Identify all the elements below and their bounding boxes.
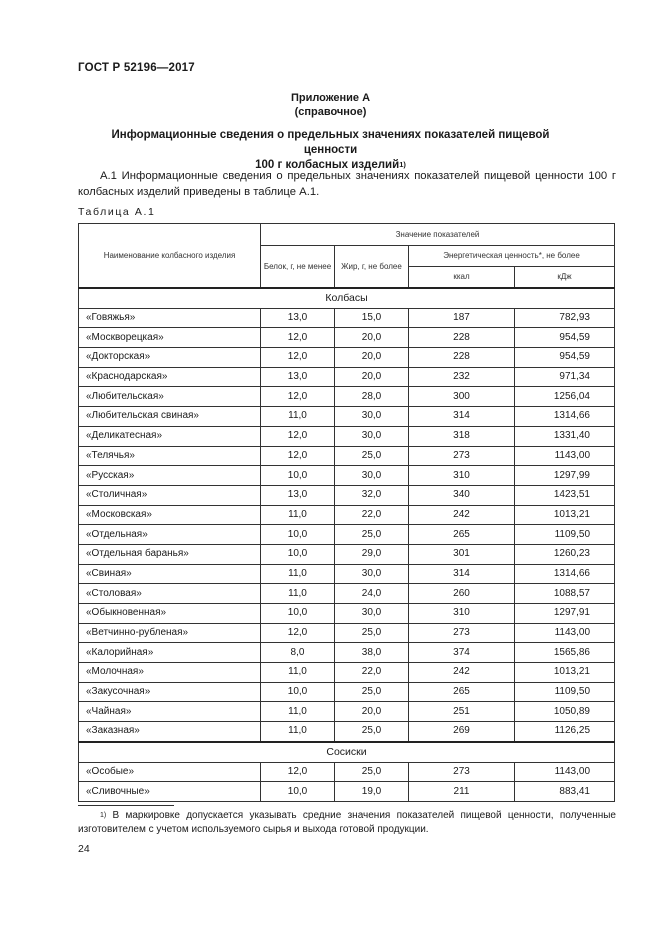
product-name-cell: «Краснодарская» [79, 367, 261, 387]
group-row [79, 742, 615, 762]
protein-cell: 13,0 [261, 367, 335, 387]
kj-cell: 1143,00 [515, 446, 615, 466]
kj-cell: 1143,00 [515, 762, 615, 782]
fat-cell: 15,0 [335, 308, 409, 328]
appendix-note: (справочное) [294, 106, 367, 118]
kj-cell: 1297,91 [515, 604, 615, 624]
document-code: ГОСТ Р 52196—2017 [78, 62, 195, 74]
kj-cell: 1143,00 [515, 623, 615, 643]
fat-cell: 29,0 [335, 544, 409, 564]
table-row [79, 682, 615, 702]
fat-cell: 25,0 [335, 682, 409, 702]
kcal-cell: 314 [409, 564, 515, 584]
protein-cell: 11,0 [261, 584, 335, 604]
fat-cell: 28,0 [335, 387, 409, 407]
protein-cell: 11,0 [261, 505, 335, 525]
fat-cell: 30,0 [335, 466, 409, 486]
intro-paragraph [78, 168, 616, 200]
table-row [79, 367, 615, 387]
page-number: 24 [78, 843, 90, 855]
product-name-cell: «Свиная» [79, 564, 261, 584]
section-heading [90, 128, 571, 173]
fat-cell: 24,0 [335, 584, 409, 604]
header-protein: Белок, г, не менее [261, 246, 335, 289]
nutrition-table [78, 223, 615, 802]
fat-cell: 20,0 [335, 328, 409, 348]
kcal-cell: 310 [409, 466, 515, 486]
product-name-cell: «Калорийная» [79, 643, 261, 663]
table-row [79, 663, 615, 683]
protein-cell: 10,0 [261, 466, 335, 486]
protein-cell: 8,0 [261, 643, 335, 663]
kcal-cell: 265 [409, 525, 515, 545]
fat-cell: 25,0 [335, 722, 409, 742]
fat-cell: 20,0 [335, 348, 409, 368]
product-name-cell: «Молочная» [79, 663, 261, 683]
protein-cell: 10,0 [261, 525, 335, 545]
kj-cell: 1109,50 [515, 682, 615, 702]
kcal-cell: 310 [409, 604, 515, 624]
header-kcal: ккал [409, 267, 515, 289]
table-row [79, 782, 615, 802]
kcal-cell: 187 [409, 308, 515, 328]
kj-cell: 1088,57 [515, 584, 615, 604]
kj-cell: 1565,86 [515, 643, 615, 663]
table-row [79, 328, 615, 348]
product-name-cell: «Говяжья» [79, 308, 261, 328]
kj-cell: 782,93 [515, 308, 615, 328]
product-name-cell: «Особые» [79, 762, 261, 782]
table-row [79, 308, 615, 328]
kcal-cell: 228 [409, 348, 515, 368]
footnote-mark: 1) [100, 812, 107, 819]
table-row [79, 407, 615, 427]
kj-cell: 1013,21 [515, 505, 615, 525]
footnote [78, 809, 616, 837]
protein-cell: 10,0 [261, 604, 335, 624]
fat-cell: 20,0 [335, 367, 409, 387]
header-energy: Энергетическая ценность*, не более [409, 246, 615, 267]
fat-cell: 30,0 [335, 407, 409, 427]
fat-cell: 25,0 [335, 446, 409, 466]
protein-cell: 12,0 [261, 446, 335, 466]
protein-cell: 12,0 [261, 762, 335, 782]
heading-line-2-text: 100 г колбасных изделий [255, 159, 400, 171]
table-row [79, 525, 615, 545]
fat-cell: 30,0 [335, 564, 409, 584]
footnote-rule [78, 805, 174, 806]
group-title: Колбасы [79, 288, 615, 308]
protein-cell: 10,0 [261, 544, 335, 564]
kj-cell: 954,59 [515, 328, 615, 348]
product-name-cell: «Отдельная баранья» [79, 544, 261, 564]
table-row [79, 426, 615, 446]
product-name-cell: «Деликатесная» [79, 426, 261, 446]
header-kj: кДж [515, 267, 615, 289]
fat-cell: 30,0 [335, 604, 409, 624]
table-row [79, 387, 615, 407]
kcal-cell: 273 [409, 762, 515, 782]
kj-cell: 1297,99 [515, 466, 615, 486]
product-name-cell: «Докторская» [79, 348, 261, 368]
fat-cell: 25,0 [335, 623, 409, 643]
table-row [79, 485, 615, 505]
table-row [79, 466, 615, 486]
protein-cell: 11,0 [261, 722, 335, 742]
kcal-cell: 242 [409, 505, 515, 525]
kj-cell: 1109,50 [515, 525, 615, 545]
protein-cell: 13,0 [261, 308, 335, 328]
kcal-cell: 251 [409, 702, 515, 722]
protein-cell: 10,0 [261, 782, 335, 802]
protein-cell: 11,0 [261, 407, 335, 427]
product-name-cell: «Заказная» [79, 722, 261, 742]
fat-cell: 25,0 [335, 525, 409, 545]
fat-cell: 22,0 [335, 505, 409, 525]
kcal-cell: 273 [409, 446, 515, 466]
kj-cell: 1423,51 [515, 485, 615, 505]
product-name-cell: «Обыкновенная» [79, 604, 261, 624]
kj-cell: 1050,89 [515, 702, 615, 722]
kj-cell: 954,59 [515, 348, 615, 368]
table-row [79, 348, 615, 368]
kcal-cell: 211 [409, 782, 515, 802]
header-values-group: Значение показателей [261, 224, 615, 246]
table-row [79, 505, 615, 525]
table-row [79, 762, 615, 782]
kcal-cell: 232 [409, 367, 515, 387]
table-row [79, 643, 615, 663]
table-row [79, 584, 615, 604]
product-name-cell: «Чайная» [79, 702, 261, 722]
kj-cell: 1013,21 [515, 663, 615, 683]
table-caption: Таблица А.1 [78, 206, 156, 218]
table-row [79, 564, 615, 584]
kcal-cell: 318 [409, 426, 515, 446]
kcal-cell: 314 [409, 407, 515, 427]
kcal-cell: 260 [409, 584, 515, 604]
kcal-cell: 340 [409, 485, 515, 505]
product-name-cell: «Любительская свиная» [79, 407, 261, 427]
protein-cell: 10,0 [261, 682, 335, 702]
table-row [79, 623, 615, 643]
fat-cell: 25,0 [335, 762, 409, 782]
kcal-cell: 228 [409, 328, 515, 348]
product-name-cell: «Любительская» [79, 387, 261, 407]
protein-cell: 11,0 [261, 663, 335, 683]
product-name-cell: «Сливочные» [79, 782, 261, 802]
kj-cell: 1331,40 [515, 426, 615, 446]
kcal-cell: 265 [409, 682, 515, 702]
heading-footnote-mark: 1) [399, 160, 406, 169]
intro-text: А.1 Информационные сведения о предельных значениях показателей пищевой ценности 100 г колбасных изделий приведены в таблице А.1. [78, 170, 616, 198]
fat-cell: 20,0 [335, 702, 409, 722]
product-name-cell: «Русская» [79, 466, 261, 486]
kj-cell: 1256,04 [515, 387, 615, 407]
kj-cell: 1314,66 [515, 407, 615, 427]
fat-cell: 38,0 [335, 643, 409, 663]
header-name: Наименование колбасного изделия [79, 224, 261, 289]
product-name-cell: «Телячья» [79, 446, 261, 466]
kj-cell: 1260,23 [515, 544, 615, 564]
kcal-cell: 374 [409, 643, 515, 663]
fat-cell: 19,0 [335, 782, 409, 802]
protein-cell: 12,0 [261, 426, 335, 446]
product-name-cell: «Ветчинно-рубленая» [79, 623, 261, 643]
protein-cell: 11,0 [261, 702, 335, 722]
kcal-cell: 301 [409, 544, 515, 564]
protein-cell: 12,0 [261, 387, 335, 407]
table-row [79, 544, 615, 564]
product-name-cell: «Закусочная» [79, 682, 261, 702]
footnote-text: В маркировке допускается указывать средние значения показателей пищевой ценности, полученные изготовителем с учетом используемого сырья и выхода готовой продукции. [78, 810, 616, 835]
header-fat: Жир, г, не более [335, 246, 409, 289]
kj-cell: 1314,66 [515, 564, 615, 584]
kcal-cell: 242 [409, 663, 515, 683]
table-row [79, 446, 615, 466]
protein-cell: 12,0 [261, 348, 335, 368]
kcal-cell: 269 [409, 722, 515, 742]
protein-cell: 11,0 [261, 564, 335, 584]
protein-cell: 12,0 [261, 623, 335, 643]
heading-line-1: Информационные сведения о предельных значениях показателей пищевой ценности [111, 129, 550, 156]
group-row [79, 288, 615, 308]
kj-cell: 883,41 [515, 782, 615, 802]
kj-cell: 1126,25 [515, 722, 615, 742]
product-name-cell: «Москворецкая» [79, 328, 261, 348]
table-row [79, 722, 615, 742]
appendix-title: Приложение А [290, 92, 371, 104]
kcal-cell: 273 [409, 623, 515, 643]
product-name-cell: «Столовая» [79, 584, 261, 604]
kj-cell: 971,34 [515, 367, 615, 387]
fat-cell: 30,0 [335, 426, 409, 446]
fat-cell: 22,0 [335, 663, 409, 683]
product-name-cell: «Московская» [79, 505, 261, 525]
kcal-cell: 300 [409, 387, 515, 407]
fat-cell: 32,0 [335, 485, 409, 505]
appendix-header [0, 91, 661, 119]
table-row [79, 604, 615, 624]
product-name-cell: «Столичная» [79, 485, 261, 505]
protein-cell: 12,0 [261, 328, 335, 348]
table-row [79, 702, 615, 722]
product-name-cell: «Отдельная» [79, 525, 261, 545]
protein-cell: 13,0 [261, 485, 335, 505]
group-title: Сосиски [79, 742, 615, 762]
